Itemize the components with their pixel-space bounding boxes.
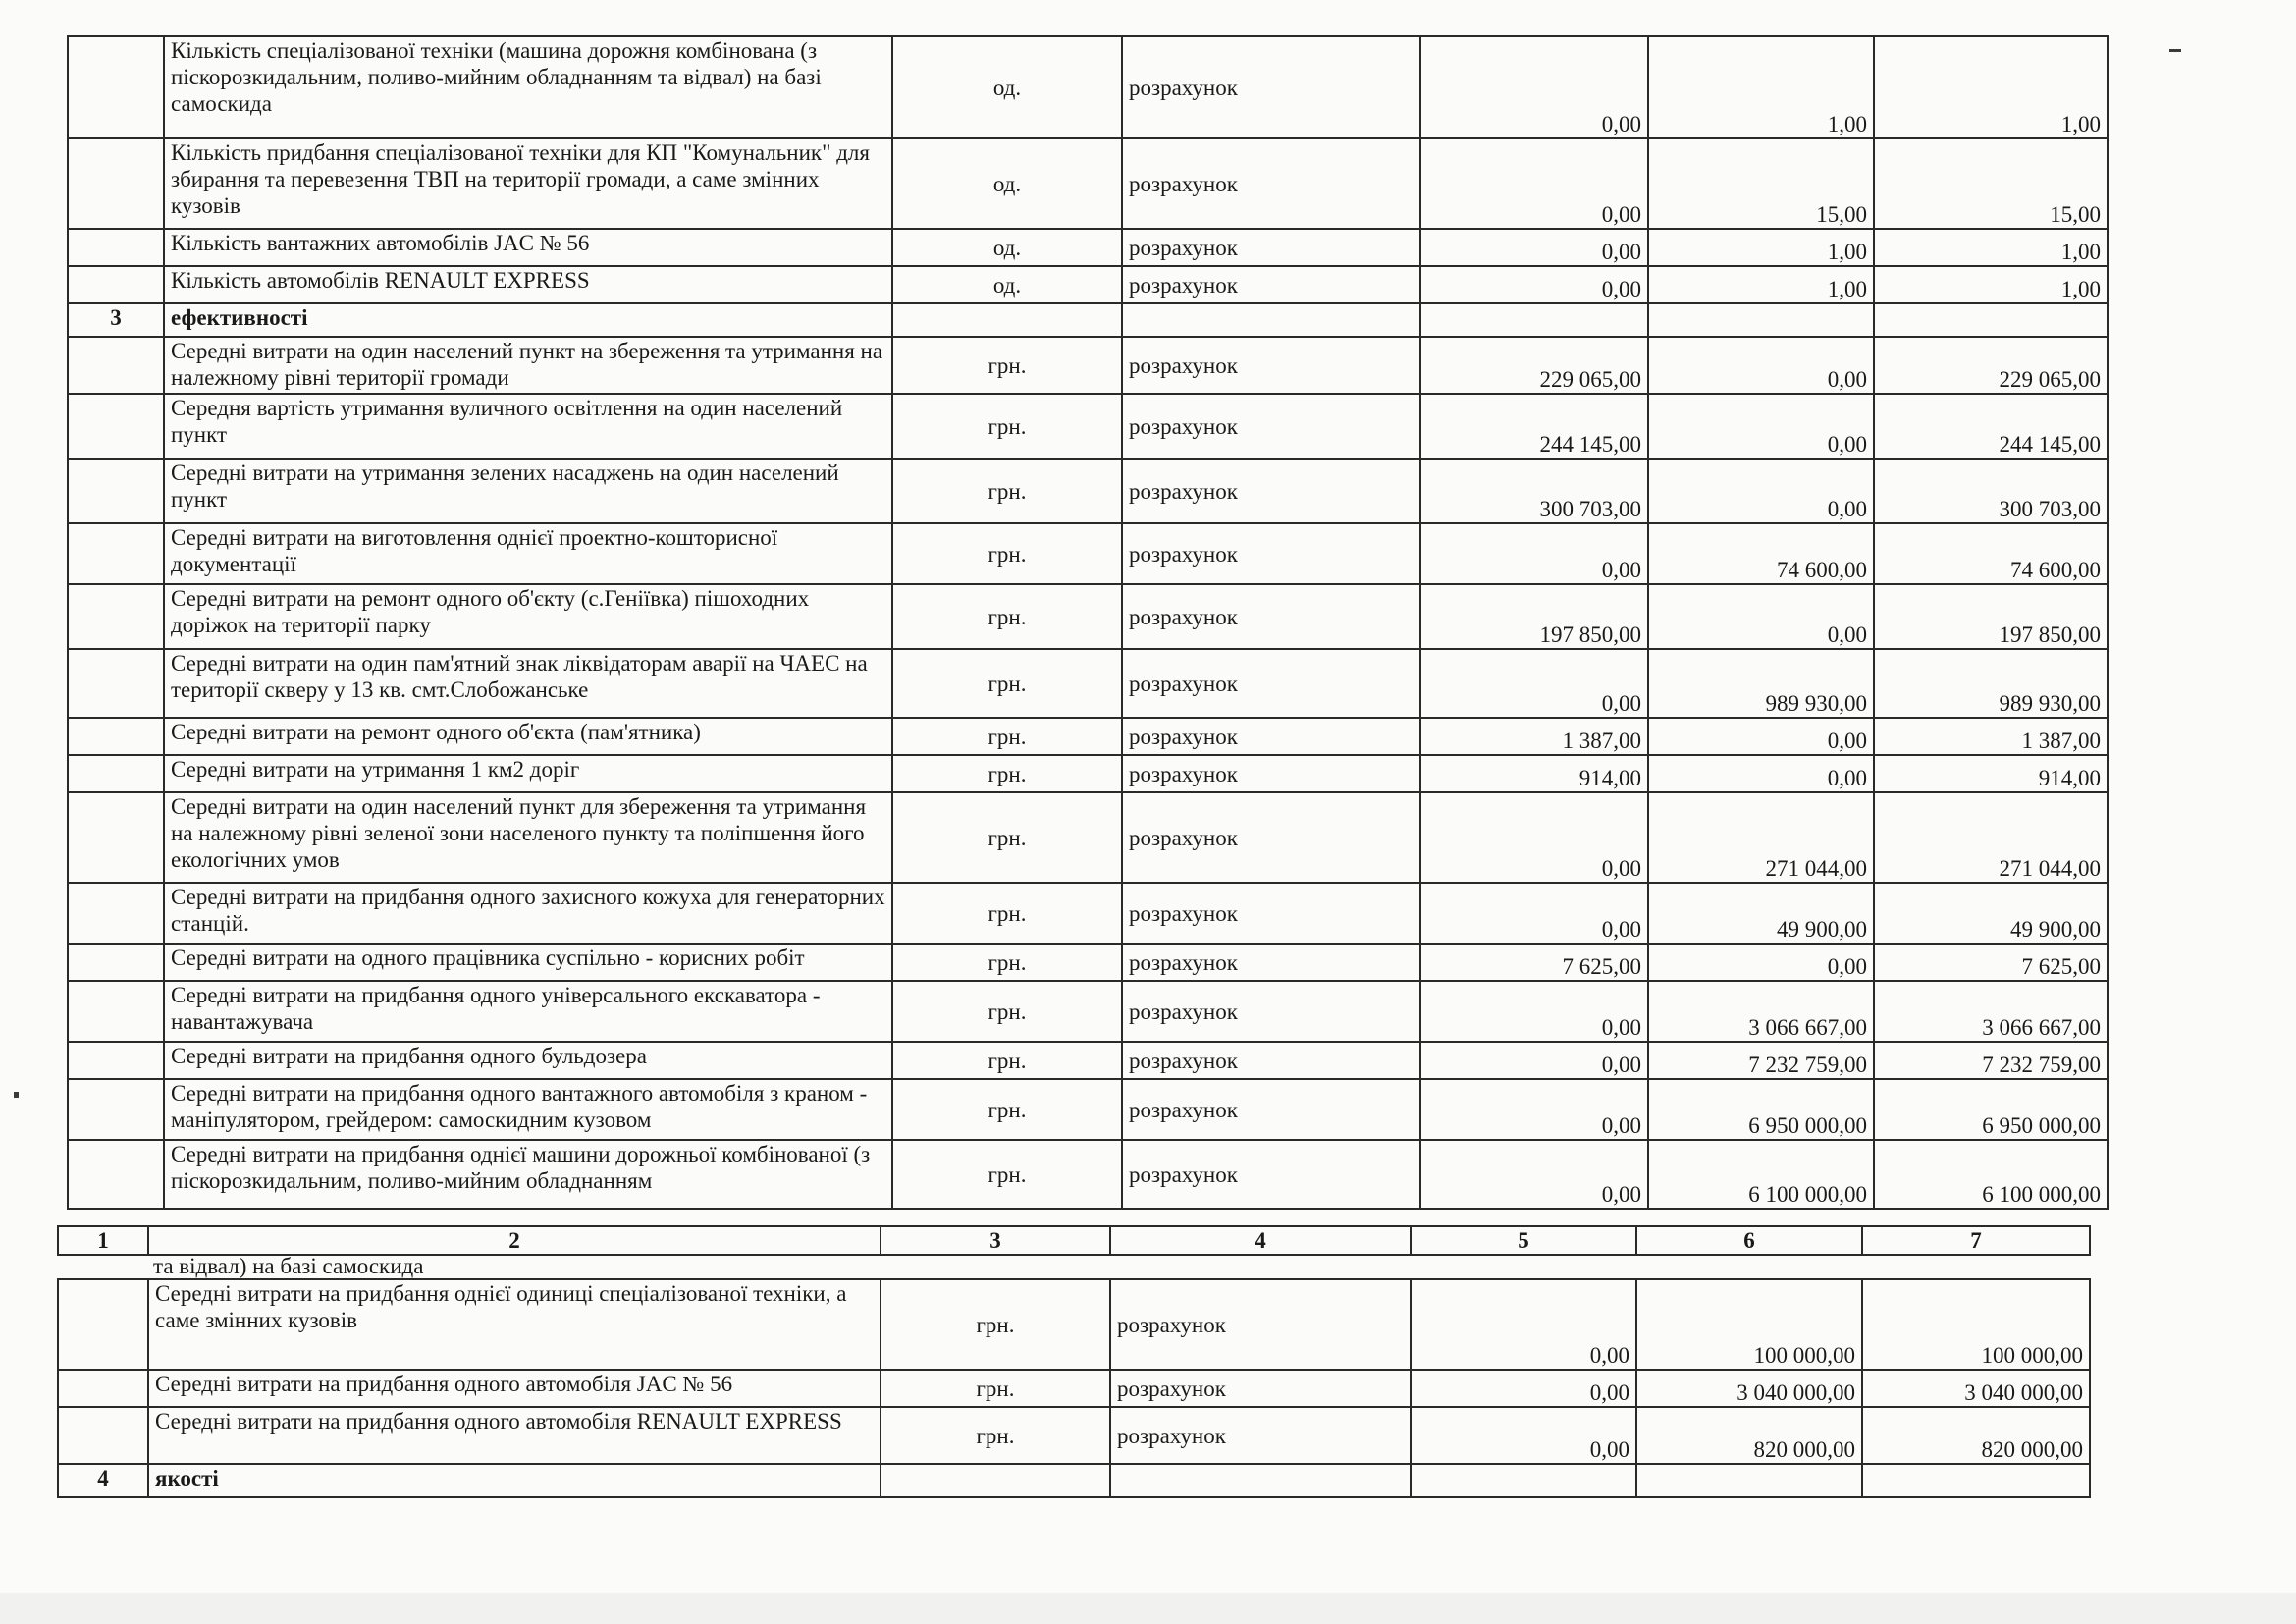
unit-cell: грн. — [892, 755, 1122, 792]
indicator-name: Середні витрати на одного працівника суспільно - корисних робіт — [164, 944, 892, 981]
value-col5: 0,00 — [1420, 981, 1648, 1042]
table-row — [68, 266, 2108, 303]
value-col6: 7 232 759,00 — [1648, 1042, 1874, 1079]
unit-cell: грн. — [892, 1042, 1122, 1079]
value-col7: 1,00 — [1874, 266, 2108, 303]
value-col7: 3 040 000,00 — [1862, 1370, 2090, 1407]
unit-cell: грн. — [892, 981, 1122, 1042]
table-row — [68, 394, 2108, 459]
indicators-table-continued — [57, 1278, 2091, 1498]
value-col7: 1,00 — [1874, 229, 2108, 266]
value-col7: 3 066 667,00 — [1874, 981, 2108, 1042]
unit-cell: грн. — [892, 459, 1122, 523]
unit-cell: грн. — [892, 649, 1122, 718]
unit-cell — [881, 1464, 1110, 1497]
source-cell: розрахунок — [1122, 36, 1420, 138]
unit-cell: од. — [892, 229, 1122, 266]
indicator-name: якості — [148, 1464, 881, 1497]
row-number — [68, 1140, 164, 1209]
value-col5: 0,00 — [1411, 1370, 1636, 1407]
scan-mark — [2169, 49, 2181, 52]
value-col6: 15,00 — [1648, 138, 1874, 229]
column-number-4: 4 — [1110, 1226, 1411, 1255]
unit-cell: грн. — [892, 792, 1122, 883]
value-col5: 0,00 — [1420, 138, 1648, 229]
indicator-name: Середні витрати на придбання одного бульдозера — [164, 1042, 892, 1079]
row-number — [68, 792, 164, 883]
table-row — [68, 981, 2108, 1042]
indicator-name: Середні витрати на один населений пункт на збереження та утримання на належному рівні території громади — [164, 337, 892, 394]
value-col7: 989 930,00 — [1874, 649, 2108, 718]
row-number — [68, 649, 164, 718]
value-col7: 1 387,00 — [1874, 718, 2108, 755]
indicator-name: Середні витрати на придбання однієї одиниці спеціалізованої техніки, а саме змінних кузовів — [148, 1279, 881, 1370]
value-col5: 0,00 — [1420, 36, 1648, 138]
row-number — [58, 1370, 148, 1407]
indicator-name: Кількість спеціалізованої техніки (машина дорожня комбінована (з піскорозкидальним, поливо-мийним обладнанням та відвал) на базі самоскида — [164, 36, 892, 138]
value-col6: 0,00 — [1648, 944, 1874, 981]
indicator-name: Середня вартість утримання вуличного освітлення на один населений пункт — [164, 394, 892, 459]
unit-cell: грн. — [892, 394, 1122, 459]
row-number — [68, 229, 164, 266]
source-cell: розрахунок — [1110, 1279, 1411, 1370]
value-col6: 3 066 667,00 — [1648, 981, 1874, 1042]
row-number — [68, 138, 164, 229]
source-cell: розрахунок — [1110, 1407, 1411, 1464]
value-col6: 0,00 — [1648, 755, 1874, 792]
value-col5: 0,00 — [1420, 1079, 1648, 1140]
unit-cell — [892, 303, 1122, 337]
indicator-name: Середні витрати на один населений пункт для збереження та утримання на належному рівні зеленої зони населеного пункту та поліпшення його екологічних умов — [164, 792, 892, 883]
source-cell: розрахунок — [1122, 584, 1420, 649]
table-row — [68, 229, 2108, 266]
value-col5: 7 625,00 — [1420, 944, 1648, 981]
unit-cell: грн. — [892, 718, 1122, 755]
table-row — [68, 718, 2108, 755]
value-col7: 7 625,00 — [1874, 944, 2108, 981]
table-row — [68, 36, 2108, 138]
value-col7: 100 000,00 — [1862, 1279, 2090, 1370]
source-cell: розрахунок — [1122, 883, 1420, 944]
value-col5 — [1420, 303, 1648, 337]
source-cell: розрахунок — [1122, 755, 1420, 792]
value-col7: 271 044,00 — [1874, 792, 2108, 883]
value-col7: 197 850,00 — [1874, 584, 2108, 649]
column-number-2: 2 — [148, 1226, 881, 1255]
row-number — [68, 883, 164, 944]
source-cell: розрахунок — [1110, 1370, 1411, 1407]
unit-cell: грн. — [892, 944, 1122, 981]
scan-mark — [14, 1092, 19, 1098]
table-row — [68, 944, 2108, 981]
indicator-name: ефективності — [164, 303, 892, 337]
source-cell: розрахунок — [1122, 459, 1420, 523]
table-row — [58, 1370, 2090, 1407]
source-cell: розрахунок — [1122, 394, 1420, 459]
value-col7: 6 950 000,00 — [1874, 1079, 2108, 1140]
value-col6: 0,00 — [1648, 459, 1874, 523]
value-col7 — [1862, 1464, 2090, 1497]
source-cell: розрахунок — [1122, 523, 1420, 584]
unit-cell: грн. — [892, 584, 1122, 649]
column-number-5: 5 — [1411, 1226, 1636, 1255]
table-row — [68, 883, 2108, 944]
indicator-name: Середні витрати на придбання одного захисного кожуха для генераторних станцій. — [164, 883, 892, 944]
source-cell: розрахунок — [1122, 944, 1420, 981]
value-col5: 0,00 — [1420, 792, 1648, 883]
unit-cell: грн. — [892, 1079, 1122, 1140]
value-col6: 49 900,00 — [1648, 883, 1874, 944]
value-col7: 49 900,00 — [1874, 883, 2108, 944]
table-row — [68, 1079, 2108, 1140]
value-col7: 74 600,00 — [1874, 523, 2108, 584]
value-col7: 1,00 — [1874, 36, 2108, 138]
indicator-name: Кількість придбання спеціалізованої техніки для КП "Комунальник" для збирання та перевезення ТВП на території громади, а саме змінних кузовів — [164, 138, 892, 229]
value-col7 — [1874, 303, 2108, 337]
value-col6: 1,00 — [1648, 266, 1874, 303]
table-row — [68, 755, 2108, 792]
table-row — [68, 649, 2108, 718]
value-col6: 0,00 — [1648, 584, 1874, 649]
value-col5: 0,00 — [1420, 229, 1648, 266]
source-cell: розрахунок — [1122, 1042, 1420, 1079]
value-col5: 244 145,00 — [1420, 394, 1648, 459]
row-number — [68, 523, 164, 584]
value-col7: 300 703,00 — [1874, 459, 2108, 523]
value-col5: 300 703,00 — [1420, 459, 1648, 523]
value-col7: 229 065,00 — [1874, 337, 2108, 394]
value-col6: 0,00 — [1648, 718, 1874, 755]
row-number — [68, 459, 164, 523]
unit-cell: од. — [892, 266, 1122, 303]
table-row — [68, 523, 2108, 584]
unit-cell: грн. — [892, 523, 1122, 584]
indicators-table — [67, 35, 2109, 1210]
row-number — [68, 266, 164, 303]
row-number — [68, 718, 164, 755]
row-number — [68, 755, 164, 792]
value-col7: 15,00 — [1874, 138, 2108, 229]
table-row — [68, 337, 2108, 394]
indicator-name: Середні витрати на придбання одного вантажного автомобіля з краном - маніпулятором, грейдером: самоскидним кузовом — [164, 1079, 892, 1140]
row-number — [58, 1407, 148, 1464]
value-col5: 914,00 — [1420, 755, 1648, 792]
continuation-text: та відвал) на базі самоскида — [153, 1254, 424, 1278]
value-col6: 6 950 000,00 — [1648, 1079, 1874, 1140]
source-cell: розрахунок — [1122, 1140, 1420, 1209]
value-col7: 7 232 759,00 — [1874, 1042, 2108, 1079]
value-col5: 0,00 — [1420, 266, 1648, 303]
indicator-name: Кількість вантажних автомобілів JAC № 56 — [164, 229, 892, 266]
unit-cell: од. — [892, 138, 1122, 229]
table-row — [68, 138, 2108, 229]
column-number-row — [57, 1225, 2091, 1256]
value-col6: 1,00 — [1648, 229, 1874, 266]
source-cell: розрахунок — [1122, 792, 1420, 883]
value-col5: 1 387,00 — [1420, 718, 1648, 755]
source-cell — [1122, 303, 1420, 337]
row-number: 4 — [58, 1464, 148, 1497]
table-row — [68, 584, 2108, 649]
indicator-name: Середні витрати на утримання 1 км2 доріг — [164, 755, 892, 792]
value-col5 — [1411, 1464, 1636, 1497]
value-col6: 3 040 000,00 — [1636, 1370, 1862, 1407]
source-cell: розрахунок — [1122, 1079, 1420, 1140]
value-col5: 0,00 — [1420, 1042, 1648, 1079]
unit-cell: грн. — [881, 1279, 1110, 1370]
row-number — [68, 36, 164, 138]
table-row — [68, 1042, 2108, 1079]
source-cell: розрахунок — [1122, 229, 1420, 266]
unit-cell: грн. — [892, 1140, 1122, 1209]
value-col5: 0,00 — [1411, 1407, 1636, 1464]
value-col5: 0,00 — [1420, 883, 1648, 944]
value-col7: 820 000,00 — [1862, 1407, 2090, 1464]
row-number: 3 — [68, 303, 164, 337]
unit-cell: грн. — [892, 883, 1122, 944]
value-col7: 244 145,00 — [1874, 394, 2108, 459]
indicator-name: Середні витрати на ремонт одного об'єкта (пам'ятника) — [164, 718, 892, 755]
value-col5: 0,00 — [1411, 1279, 1636, 1370]
row-number — [68, 337, 164, 394]
table-row — [68, 459, 2108, 523]
row-number — [68, 1079, 164, 1140]
value-col5: 229 065,00 — [1420, 337, 1648, 394]
value-col6: 100 000,00 — [1636, 1279, 1862, 1370]
unit-cell: грн. — [892, 337, 1122, 394]
indicator-name: Середні витрати на придбання одного автомобіля RENAULT EXPRESS — [148, 1407, 881, 1464]
indicator-name: Кількість автомобілів RENAULT EXPRESS — [164, 266, 892, 303]
source-cell: розрахунок — [1122, 337, 1420, 394]
value-col5: 0,00 — [1420, 1140, 1648, 1209]
indicator-name: Середні витрати на придбання одного універсального екскаватора - навантажувача — [164, 981, 892, 1042]
value-col6: 1,00 — [1648, 36, 1874, 138]
row-number — [58, 1279, 148, 1370]
value-col6: 989 930,00 — [1648, 649, 1874, 718]
value-col6 — [1648, 303, 1874, 337]
value-col6: 271 044,00 — [1648, 792, 1874, 883]
column-number-6: 6 — [1636, 1226, 1862, 1255]
indicator-name: Середні витрати на придбання однієї машини дорожньої комбінованої (з піскорозкидальним, поливо-мийним обладнанням — [164, 1140, 892, 1209]
value-col5: 0,00 — [1420, 523, 1648, 584]
row-number — [68, 394, 164, 459]
table-row — [58, 1279, 2090, 1370]
row-number — [68, 584, 164, 649]
indicator-name: Середні витрати на ремонт одного об'єкту (с.Геніївка) пішоходних доріжок на території парку — [164, 584, 892, 649]
unit-cell: од. — [892, 36, 1122, 138]
column-number-3: 3 — [881, 1226, 1110, 1255]
column-number-7: 7 — [1862, 1226, 2090, 1255]
unit-cell: грн. — [881, 1407, 1110, 1464]
value-col6: 0,00 — [1648, 337, 1874, 394]
indicator-name: Середні витрати на придбання одного автомобіля JAC № 56 — [148, 1370, 881, 1407]
unit-cell: грн. — [881, 1370, 1110, 1407]
value-col6: 6 100 000,00 — [1648, 1140, 1874, 1209]
value-col6: 820 000,00 — [1636, 1407, 1862, 1464]
value-col7: 914,00 — [1874, 755, 2108, 792]
value-col5: 0,00 — [1420, 649, 1648, 718]
indicator-name: Середні витрати на один пам'ятний знак ліквідаторам аварії на ЧАЕС на території скверу у 13 кв. смт.Слобожанське — [164, 649, 892, 718]
value-col5: 197 850,00 — [1420, 584, 1648, 649]
table-row — [68, 1140, 2108, 1209]
value-col7: 6 100 000,00 — [1874, 1140, 2108, 1209]
section-row — [58, 1464, 2090, 1497]
row-number — [68, 1042, 164, 1079]
source-cell: розрахунок — [1122, 981, 1420, 1042]
source-cell: розрахунок — [1122, 718, 1420, 755]
row-number — [68, 981, 164, 1042]
section-row — [68, 303, 2108, 337]
source-cell: розрахунок — [1122, 649, 1420, 718]
table-row — [58, 1407, 2090, 1464]
value-col6 — [1636, 1464, 1862, 1497]
table-row — [68, 792, 2108, 883]
row-number — [68, 944, 164, 981]
indicator-name: Середні витрати на виготовлення однієї проектно-кошторисної документації — [164, 523, 892, 584]
source-cell: розрахунок — [1122, 266, 1420, 303]
indicator-name: Середні витрати на утримання зелених насаджень на один населений пункт — [164, 459, 892, 523]
source-cell — [1110, 1464, 1411, 1497]
value-col6: 74 600,00 — [1648, 523, 1874, 584]
source-cell: розрахунок — [1122, 138, 1420, 229]
value-col6: 0,00 — [1648, 394, 1874, 459]
column-number-1: 1 — [58, 1226, 148, 1255]
